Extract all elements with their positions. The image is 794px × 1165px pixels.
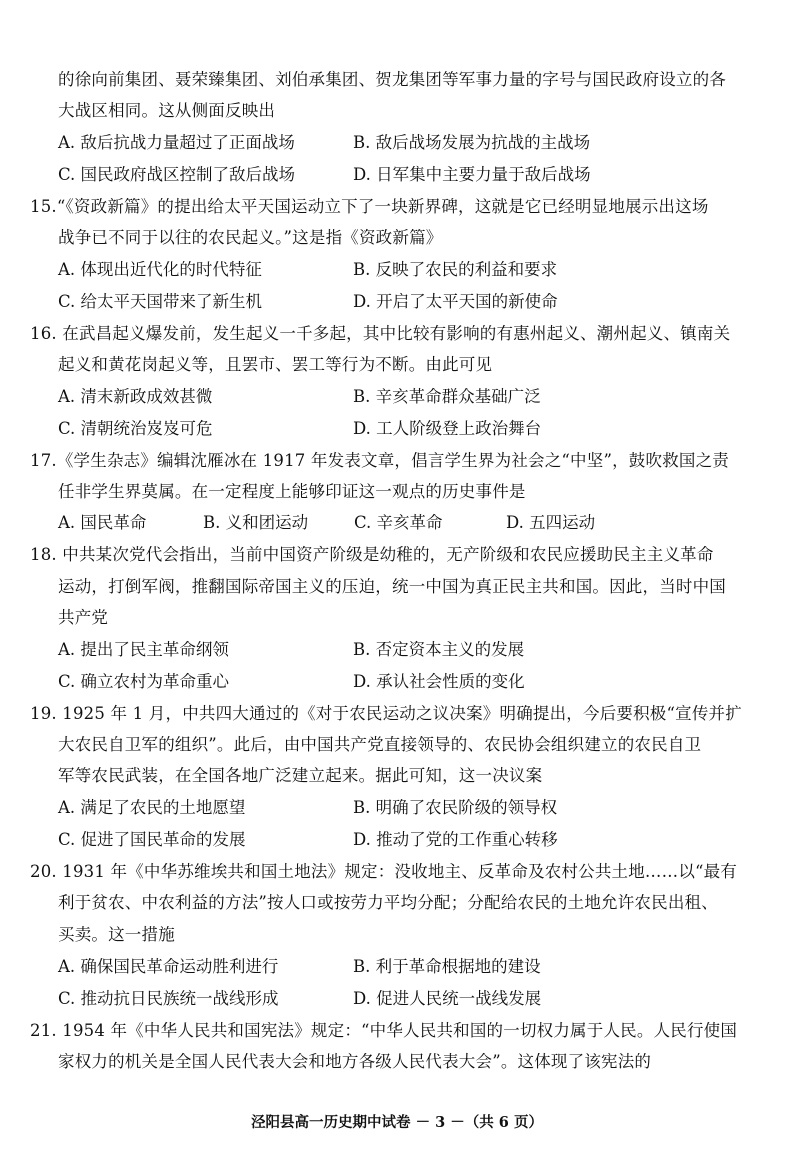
- q15-option-a: A. 体现出近代化的时代特征: [58, 260, 262, 279]
- q19-option-c: C. 促进了国民革命的发展: [58, 830, 246, 849]
- q17-option-b: B. 义和团运动: [203, 513, 309, 532]
- q19-stem-line-3: 军等农民武装，在全国各地广泛建立起来。据此可知，这一决议案: [58, 766, 543, 785]
- q16-option-d: D. 工人阶级登上政治舞台: [353, 419, 542, 438]
- q18-option-b: B. 否定资本主义的发展: [353, 640, 525, 659]
- q16-stem-line-2: 起义和黄花岗起义等，且罢市、罢工等行为不断。由此可见: [58, 355, 493, 374]
- q20-option-b: B. 利于革命根据地的建设: [353, 957, 541, 976]
- q18-option-a: A. 提出了民主革命纲领: [58, 640, 229, 659]
- q20-stem-line-2: 利于贫农、中农利益的方法”按人口或按劳力平均分配；分配给农民的土地允许农民出租、: [58, 893, 718, 912]
- q20-option-c: C. 推动抗日民族统一战线形成: [58, 989, 279, 1008]
- q15-option-d: D. 开启了太平天国的新使命: [353, 292, 558, 311]
- q16-option-b: B. 辛亥革命群众基础广泛: [353, 387, 541, 406]
- q19-option-a: A. 满足了农民的土地愿望: [58, 798, 246, 817]
- q15-option-b: B. 反映了农民的利益和要求: [353, 260, 558, 279]
- q17-option-c: C. 辛亥革命: [354, 513, 443, 532]
- q14-stem-line-1: 的徐向前集团、聂荣臻集团、刘伯承集团、贺龙集团等军事力量的字号与国民政府设立的各: [58, 70, 726, 89]
- q16-option-c: C. 清朝统治岌岌可危: [58, 419, 213, 438]
- q18-stem-line-2: 运动，打倒军阀，推翻国际帝国主义的压迫，统一中国为真正民主共和国。因此，当时中国: [58, 577, 726, 596]
- q17-option-a: A. 国民革命: [58, 513, 147, 532]
- q18-stem-line-1: 18. 中共某次党代会指出，当前中国资产阶级是幼稚的，无产阶级和农民应援助民主主义革命: [30, 545, 714, 564]
- q19-stem-line-2: 大农民自卫军的组织”。此后，由中国共产党直接领导的、农民协会组织建立的农民自卫: [58, 735, 702, 754]
- q17-stem-line-1: 17.《学生杂志》编辑沈雁冰在 1917 年发表文章，倡言学生界为社会之“中坚”，鼓吹救国之责: [30, 451, 729, 470]
- q15-option-c: C. 给太平天国带来了新生机: [58, 292, 263, 311]
- q20-option-a: A. 确保国民革命运动胜利进行: [58, 957, 279, 976]
- page-footer: 泾阳县高一历史期中试卷 － 3 －（共 6 页）: [251, 1114, 543, 1131]
- q20-stem-line-1: 20. 1931 年《中华苏维埃共和国土地法》规定：没收地主、反革命及农村公共土地……以“最有: [30, 862, 738, 881]
- q16-stem-line-1: 16. 在武昌起义爆发前，发生起义一千多起，其中比较有影响的有惠州起义、潮州起义、镇南关: [30, 324, 731, 343]
- q15-stem-line-1: 15.“《资政新篇》的提出给太平天国运动立下了一块新界碑，这就是它已经明显地展示出这场: [30, 197, 709, 216]
- q20-stem-line-3: 买卖。这一措施: [58, 925, 175, 944]
- q20-option-d: D. 促进人民统一战线发展: [353, 989, 542, 1008]
- q17-stem-line-2: 任非学生界莫属。在一定程度上能够印证这一观点的历史事件是: [58, 482, 526, 501]
- q19-option-d: D. 推动了党的工作重心转移: [353, 830, 558, 849]
- q19-stem-line-1: 19. 1925 年 1 月，中共四大通过的《对于农民运动之议决案》明确提出，今后要积极“宣传并扩: [30, 704, 742, 723]
- q21-stem-line-1: 21. 1954 年《中华人民共和国宪法》规定：“中华人民共和国的一切权力属于人民。人民行使国: [30, 1021, 738, 1040]
- q14-option-c: C. 国民政府战区控制了敌后战场: [58, 165, 296, 184]
- q19-option-b: B. 明确了农民阶级的领导权: [353, 798, 558, 817]
- q15-stem-line-2: 战争已不同于以往的农民起义。”这是指《资政新篇》: [58, 228, 443, 247]
- q16-option-a: A. 清末新政成效甚微: [58, 387, 213, 406]
- q21-stem-line-2: 家权力的机关是全国人民代表大会和地方各级人民代表大会”。这体现了该宪法的: [58, 1052, 652, 1071]
- q14-option-a: A. 敌后抗战力量超过了正面战场: [58, 133, 295, 152]
- q14-option-d: D. 日军集中主要力量于敌后战场: [353, 165, 591, 184]
- q17-option-d: D. 五四运动: [506, 513, 596, 532]
- q18-option-d: D. 承认社会性质的变化: [353, 672, 525, 691]
- q14-option-b: B. 敌后战场发展为抗战的主战场: [353, 133, 591, 152]
- q14-stem-line-2: 大战区相同。这从侧面反映出: [58, 101, 276, 120]
- q18-stem-line-3: 共产党: [58, 608, 109, 627]
- q18-option-c: C. 确立农村为革命重心: [58, 672, 230, 691]
